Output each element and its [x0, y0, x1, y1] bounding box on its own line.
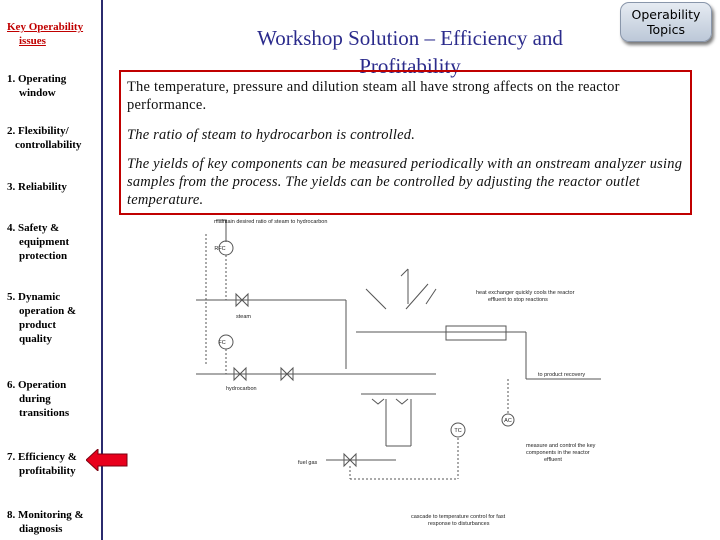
- sidebar-item-safety[interactable]: 4. Safety & equipment protection: [7, 222, 70, 262]
- hydrocarbon-label: hydrocarbon: [226, 386, 257, 392]
- ratio-label: maintain desired ratio of steam to hydrocarbon: [214, 219, 328, 225]
- paragraph-yields: The yields of key components can be measured periodically with an onstream analyzer using samples from the process. The yields can be controlled by adjusting the reactor outlet temperature.: [127, 156, 683, 208]
- process-diagram: [196, 214, 616, 540]
- ratio-controller-tag: RFC: [214, 246, 226, 252]
- sidebar-heading[interactable]: Key Operability issues: [7, 21, 84, 47]
- sidebar-item-monitoring[interactable]: 8. Monitoring & diagnosis: [7, 509, 84, 535]
- exchanger-label-1: heat exchanger quickly cools the reactor: [476, 290, 575, 296]
- flow-controller-tag: FC: [218, 340, 226, 346]
- sidebar-item-dynamic-operation[interactable]: 5. Dynamic operation & product quality: [7, 291, 77, 345]
- active-item-arrow-icon: [86, 449, 128, 471]
- sidebar-item-flexibility[interactable]: 2. Flexibility/ controllability: [7, 125, 82, 151]
- sidebar-item-reliability[interactable]: 3. Reliability: [7, 181, 67, 193]
- page-title: Workshop Solution – Efficiency and Profitability: [257, 26, 563, 78]
- paragraph-ratio: The ratio of steam to hydrocarbon is controlled.: [127, 127, 416, 143]
- cascade-label-2: response to disturbances: [428, 521, 490, 527]
- exchanger-label-2: effluent to stop reactions: [488, 297, 548, 303]
- temperature-controller-tag: TC: [454, 428, 462, 434]
- cascade-label-1: cascade to temperature control for fast: [411, 514, 506, 520]
- analyzer-label-2: components in the reactor: [526, 450, 590, 456]
- analyzer-label-1: measure and control the key: [526, 443, 596, 449]
- analyzer-label-3: effluent: [544, 457, 562, 463]
- operability-topics-button[interactable]: Operability Topics: [620, 2, 712, 42]
- sidebar-item-transitions[interactable]: 6. Operation during transitions: [7, 379, 70, 419]
- product-label: to product recovery: [538, 372, 586, 378]
- heat-exchanger-icon: [446, 326, 506, 340]
- sidebar-item-operating-window[interactable]: 1. Operating window: [7, 73, 67, 99]
- paragraph-conditions: The temperature, pressure and dilution steam all have strong affects on the reactor performance.: [127, 79, 620, 113]
- steam-label: steam: [236, 314, 251, 320]
- fuel-gas-label: fuel gas: [298, 460, 318, 466]
- analyzer-tag: AC: [504, 418, 512, 424]
- solution-text-box: [119, 70, 692, 215]
- sidebar-item-efficiency[interactable]: 7. Efficiency & profitability: [7, 451, 77, 477]
